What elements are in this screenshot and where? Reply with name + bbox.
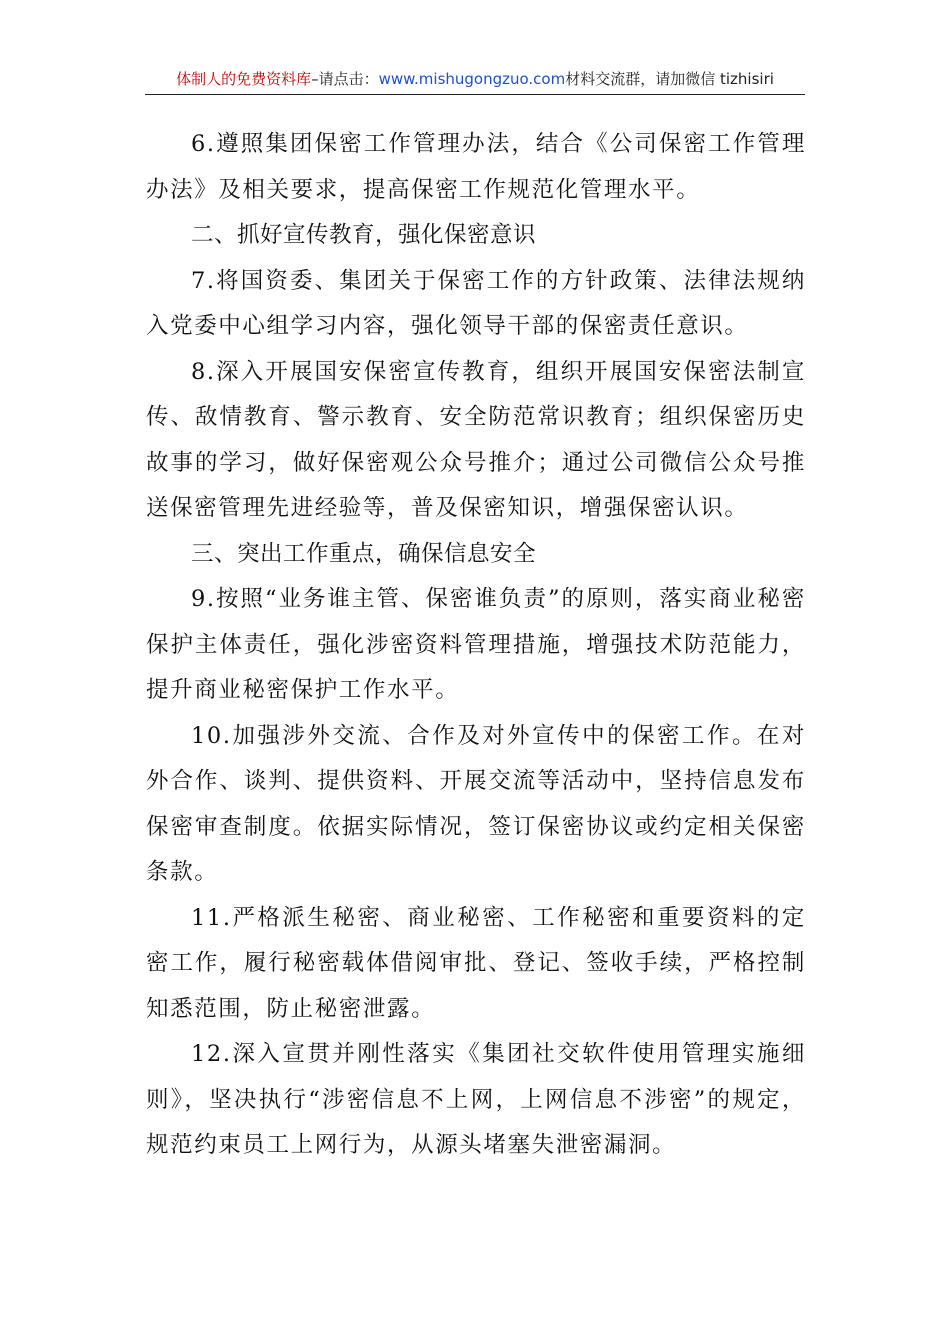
paragraph-item-9: 9.按照“业务谁主管、保密谁负责”的原则，落实商业秘密保护主体责任，强化涉密资料管理措施，增强技术防范能力，提升商业秘密保护工作水平。 [146,586,806,703]
header-prompt: –请点击： [311,70,379,88]
section-heading-3: 三、突出工作重点，确保信息安全 [191,540,537,567]
paragraph-item-7: 7.将国资委、集团关于保密工作的方针政策、法律法规纳入党委中心组学习内容，强化领导干部的保密责任意识。 [146,267,806,339]
paragraph-item-11: 11.严格派生秘密、商业秘密、工作秘密和重要资料的定密工作，履行秘密载体借阅审批、登记、签收手续，严格控制知悉范围，防止秘密泄露。 [146,904,806,1022]
page-header [145,66,805,95]
paragraph-item-12: 12.深入宣贯并刚性落实《集团社交软件使用管理实施细则》，坚决执行“涉密信息不上网，上网信息不涉密”的规定，规范约束员工上网行为，从源头堵塞失泄密漏洞。 [146,1041,806,1158]
paragraph-item-8: 8.深入开展国安保密宣传教育，组织开展国安保密法制宣传、敌情教育、警示教育、安全防范常识教育；组织保密历史故事的学习，做好保密观公众号推介；通过公司微信公众号推送保密管理先进经验等，普及保密知识，增强保密认识。 [146,358,806,521]
header-wechat-note: 材料交流群，请加微信 tizhisiri [565,70,774,88]
header-library-name: 体制人的免费资料库 [176,70,312,88]
document-body [146,122,806,1169]
section-heading-2: 二、抓好宣传教育，强化保密意识 [191,222,537,248]
paragraph-item-6: 6.遵照集团保密工作管理办法，结合《公司保密工作管理办法》及相关要求，提高保密工作规范化管理水平。 [146,131,806,203]
paragraph-item-10: 10.加强涉外交流、合作及对外宣传中的保密工作。在对外合作、谈判、提供资料、开展交流等活动中，坚持信息发布保密审查制度。依据实际情况，签订保密协议或约定相关保密条款。 [146,722,806,885]
header-website-link[interactable]: www.mishugongzuo.com [378,70,566,88]
